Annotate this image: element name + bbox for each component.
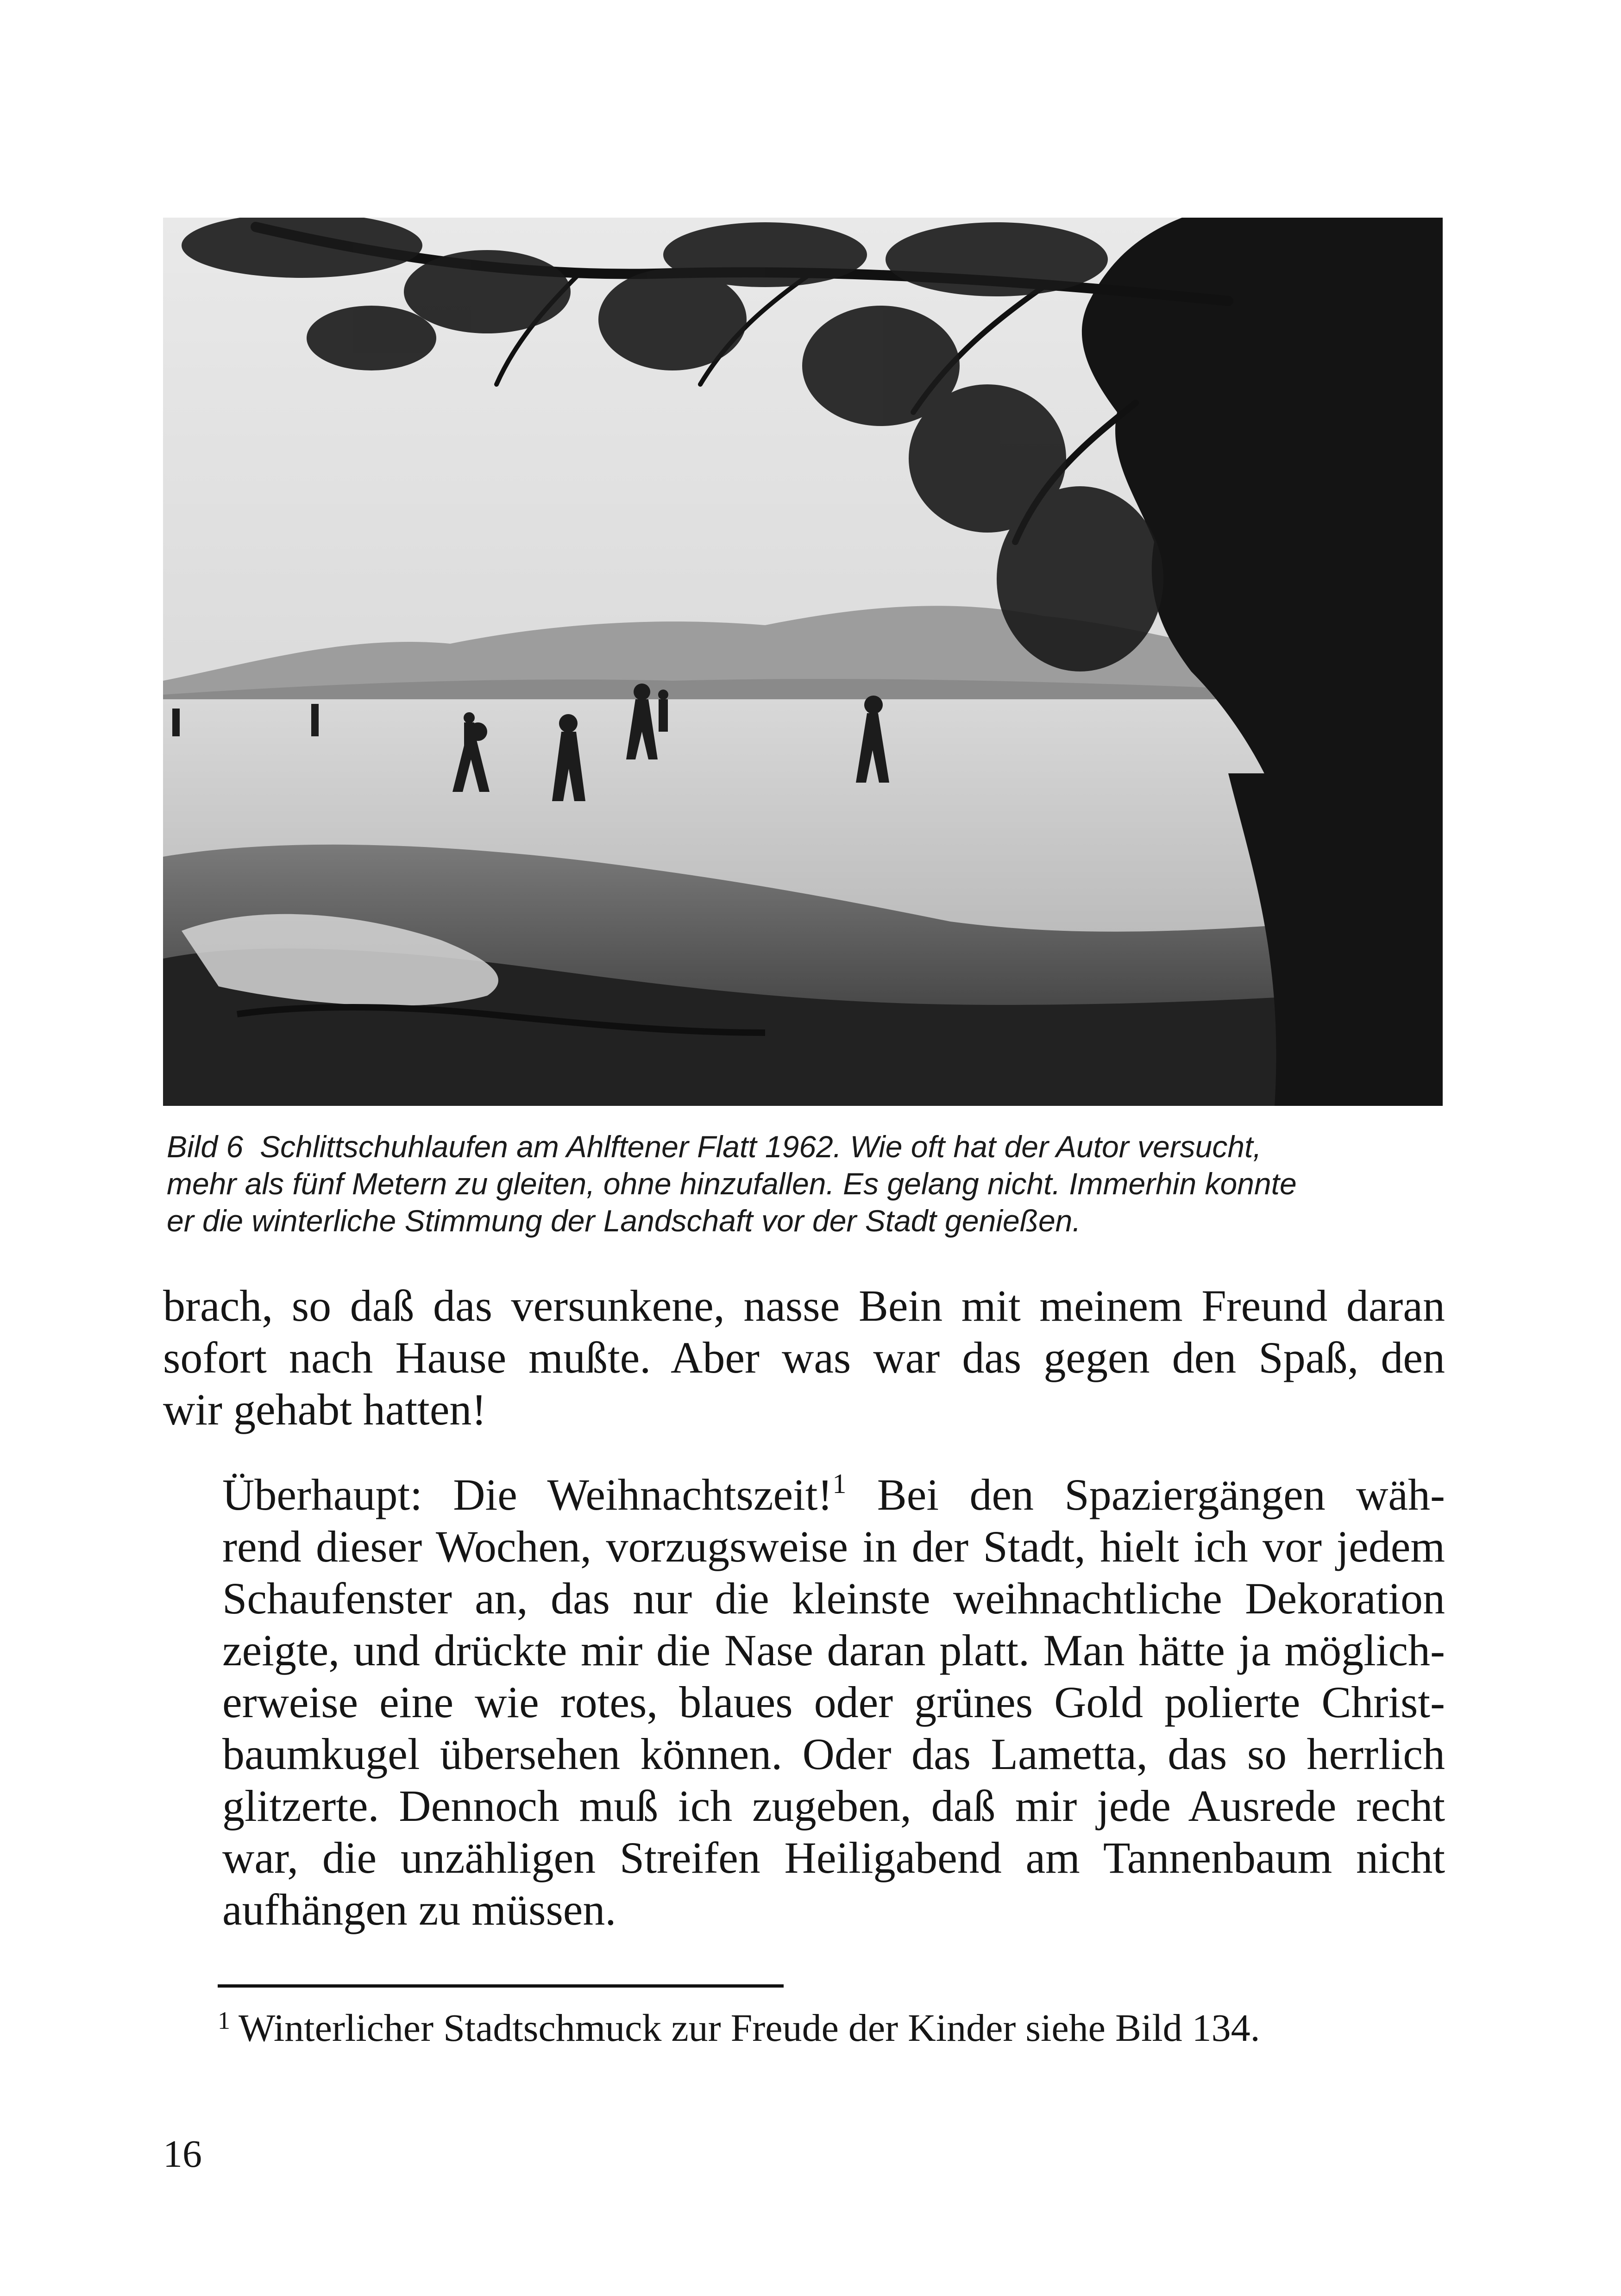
footnote-divider: [218, 1984, 784, 1988]
caption-line: Bild 6 Schlittschuhlaufen am Ahlftener Flatt 1962. Wie oft hat der Autor versucht,: [167, 1129, 1262, 1164]
figure-label: Bild 6: [167, 1129, 244, 1164]
body-paragraph-2: [163, 1469, 1445, 1936]
caption-line: mehr als fünf Metern zu gleiten, ohne hinzufallen. Es gelang nicht. Immerhin konnte: [167, 1167, 1297, 1201]
text-line: glitzerte. Dennoch muß ich zugeben, daß mir jede Ausrede recht: [222, 1781, 1445, 1831]
text-line: Schaufenster an, das nur die kleinste weihnachtliche Dekoration: [222, 1574, 1445, 1623]
text-line: Überhaupt: Die Weihnachtszeit!$^1$ Bei den Spaziergängen wäh-: [222, 1468, 1445, 1519]
text-line: war, die unzähligen Streifen Heiligabend am Tannenbaum nicht: [222, 1833, 1445, 1882]
figure-caption: [167, 1128, 1445, 1239]
figure-photo: [163, 218, 1443, 1106]
footnote-reference: 1: [832, 1468, 847, 1499]
caption-line: er die winterliche Stimmung der Landschaft vor der Stadt genießen.: [167, 1204, 1081, 1238]
text-line: wir gehabt hatten!: [163, 1385, 487, 1434]
text-line: baumkugel übersehen können. Oder das Lametta, das so herrlich: [222, 1729, 1445, 1779]
page-number: 16: [163, 2133, 202, 2176]
text-line: brach, so daß das versunkene, nasse Bein mit meinem Freund daran: [163, 1281, 1445, 1330]
footnote: [218, 2006, 1468, 2051]
skating-photo-image: [163, 218, 1443, 1106]
text-line: aufhängen zu müssen.: [222, 1885, 616, 1934]
text-line: erweise eine wie rotes, blaues oder grünes Gold polierte Christ-: [222, 1677, 1445, 1727]
body-paragraph-1: [163, 1280, 1445, 1436]
text-line: rend dieser Wochen, vorzugsweise in der Stadt, hielt ich vor jedem: [222, 1522, 1445, 1571]
footnote-marker: 1: [218, 2007, 230, 2034]
text-line: sofort nach Hause mußte. Aber was war das gegen den Spaß, den: [163, 1333, 1445, 1382]
footnote-text: Winterlicher Stadtschmuck zur Freude der Kinder siehe Bild 134.: [239, 2007, 1260, 2050]
text-line: zeigte, und drückte mir die Nase daran platt. Man hätte ja möglich-: [222, 1625, 1445, 1675]
